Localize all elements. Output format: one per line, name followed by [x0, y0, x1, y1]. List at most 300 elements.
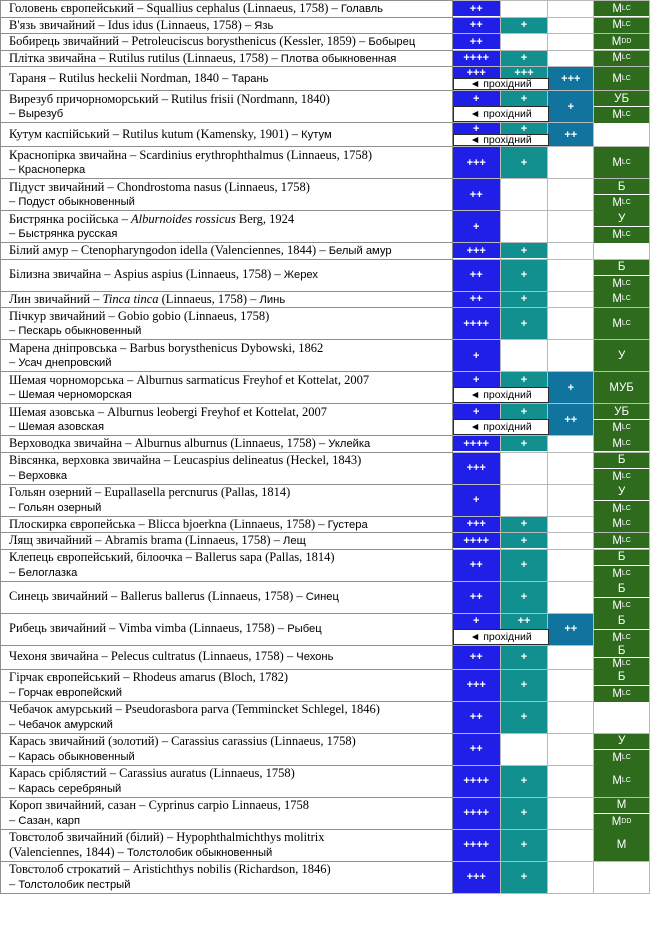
table-row [1, 91, 650, 123]
russian-name: Кутум [301, 128, 332, 141]
cell-body [548, 550, 593, 581]
abundance-value: +++ [453, 67, 500, 78]
abundance-cell-2 [500, 861, 548, 893]
cell-body [453, 1, 500, 16]
cell-body [594, 766, 649, 797]
species-name-text: – [9, 812, 19, 827]
cell-body [501, 436, 548, 451]
abundance-cell-2 [500, 34, 548, 51]
cell-body [453, 582, 500, 613]
cell-body [453, 260, 500, 291]
abundance-value: ++ [453, 18, 500, 33]
table-row [1, 452, 650, 484]
cell-body [548, 582, 593, 613]
status-code: М [612, 197, 622, 209]
abundance-cell-2 [500, 259, 548, 291]
abundance-cell-3 [548, 861, 594, 893]
status-code: М [612, 775, 622, 787]
abundance-cell-2 [500, 17, 548, 34]
abundance-cell-1 [452, 516, 500, 533]
cell-body [501, 646, 548, 669]
species-name-text: Гольян озерний – Eupallasella percnurus (Pallas, 1814) [9, 485, 291, 499]
cell-body [501, 702, 548, 733]
species-name-text: – [9, 716, 19, 731]
cell-body [594, 734, 649, 765]
species-name-text: Вирезуб причорноморський – Rutilus frisii (Nordmann, 1840) [9, 91, 330, 106]
abundance-cell-3 [548, 765, 594, 797]
table-row [1, 308, 650, 340]
abundance-cell-1 [452, 581, 500, 613]
status-badge: М LC [594, 147, 649, 178]
table-row [1, 484, 650, 516]
species-name-line [9, 127, 452, 143]
cell-body [594, 91, 649, 122]
status-badge [594, 646, 649, 657]
species-name-line [9, 565, 452, 581]
species-name-text: (Linnaeus, 1758) – [158, 291, 260, 306]
status-cell [594, 211, 650, 243]
cell-body [453, 147, 500, 178]
table-row [1, 179, 650, 211]
abundance-cell-2 [500, 733, 548, 765]
abundance-value: + [501, 91, 548, 106]
abundance-cell-2 [500, 211, 548, 243]
cell-body [501, 670, 548, 701]
species-name-cell [1, 211, 453, 243]
species-name-line [9, 292, 452, 308]
cell-body [594, 798, 649, 829]
russian-name: Синец [305, 591, 339, 604]
abundance-cell-1 [452, 613, 532, 645]
russian-name: Рыбец [287, 623, 322, 636]
table-row [1, 549, 650, 581]
cell-body [453, 798, 500, 829]
status-code: М [612, 293, 622, 306]
table-row [1, 516, 650, 533]
table-row [1, 67, 650, 91]
species-name-text: – [9, 564, 19, 579]
status-code: У [617, 486, 626, 498]
abundance-cell-3 [548, 372, 594, 404]
cell-body [501, 243, 548, 258]
abundance-value: ++ [453, 1, 500, 16]
status-cell [594, 645, 650, 669]
cell-body [501, 308, 548, 339]
abundance-cell-1 [452, 436, 500, 453]
abundance-cell-3 [548, 34, 594, 51]
cell-body [594, 1, 649, 16]
species-name-text: – [9, 106, 19, 120]
abundance-cell-3 [548, 91, 594, 123]
species-name-cell [1, 17, 453, 34]
abundance-value: + [501, 582, 548, 613]
abundance-cell-3 [548, 67, 594, 91]
cell-body [501, 798, 548, 829]
status-badge [594, 340, 649, 371]
species-name-text: – [9, 355, 19, 369]
cell-body [453, 243, 500, 258]
cell-body [501, 18, 548, 33]
abundance-cell-2 [500, 645, 548, 669]
cell-body [453, 670, 500, 701]
species-name-text: Плітка звичайна – Rutilus rutilus (Linnaeus, 1758) – [9, 50, 281, 65]
cell-body [453, 34, 500, 49]
abundance-cell-1 [452, 452, 500, 484]
status-badge: М LC [594, 106, 649, 123]
abundance-value: ++ [453, 550, 500, 581]
cell-body [453, 179, 500, 210]
species-name-text: Лящ звичайний – Abramis brama (Linnaeus, 1758) – [9, 533, 284, 547]
abundance-value: + [501, 702, 548, 733]
abundance-cell-3 [548, 147, 594, 179]
cell-body [453, 453, 500, 484]
abundance-cell-1 [452, 66, 532, 91]
cell-body [594, 550, 649, 581]
table-row [1, 211, 650, 243]
russian-name: Верховка [18, 469, 68, 482]
russian-name: Бобырец [368, 36, 416, 48]
status-badge [594, 404, 649, 419]
abundance-cell-3 [548, 243, 594, 260]
abundance-value: ++++ [453, 308, 500, 339]
species-name-cell [1, 50, 453, 67]
status-badge: М LC [594, 657, 649, 670]
species-name-text: Бистрянка російська – [9, 211, 131, 226]
status-code: М [612, 437, 622, 450]
status-code: Б [617, 551, 626, 563]
table-row [1, 243, 650, 260]
russian-name: Усач днепровский [18, 357, 112, 369]
status-badge: М LC [594, 275, 649, 292]
abundance-value: ++++ [453, 798, 500, 829]
abundance-value: ++ [453, 702, 500, 733]
abundance-value: + [501, 550, 548, 581]
species-name-cell [1, 308, 453, 340]
species-name-line [9, 500, 452, 516]
russian-name: Шемая азовская [18, 421, 105, 433]
russian-name: Белый амур [328, 245, 392, 257]
cell-body [501, 34, 548, 49]
status-code: УБ [614, 405, 630, 418]
cell-body [453, 122, 532, 146]
species-name-cell [1, 67, 453, 91]
cell-body [501, 550, 548, 581]
cell-body [548, 179, 593, 210]
abundance-cell-1 [452, 765, 500, 797]
abundance-value: ++++ [453, 436, 500, 451]
abundance-cell-3 [548, 733, 594, 765]
abundance-cell-2 [500, 243, 548, 260]
species-name-line [9, 180, 452, 195]
status-code: М [612, 687, 622, 700]
species-name-text: Рибець звичайний – Vimba vimba (Linnaeus, 1758) – [9, 621, 288, 636]
abundance-value: + [548, 91, 593, 122]
status-code: М [612, 599, 622, 612]
abundance-value: ++++ [453, 51, 500, 66]
species-name-line [9, 649, 452, 665]
abundance-cell-1 [452, 645, 500, 669]
species-name-line [9, 309, 452, 324]
abundance-value: ++++ [453, 533, 500, 548]
cell-body [548, 340, 593, 371]
species-name-cell [1, 291, 453, 308]
status-badge: М LC [594, 565, 649, 582]
status-code: М [612, 317, 622, 330]
species-name-line [9, 533, 452, 549]
species-name-text: Верховодка звичайна – Alburnus alburnus (Linnaeus, 1758) – [9, 436, 329, 450]
abundance-value: ++ [453, 260, 500, 291]
status-code: М [611, 35, 622, 48]
cell-body [501, 766, 548, 797]
species-name-line [9, 670, 452, 685]
species-table-body [1, 1, 650, 894]
cell-body [453, 533, 500, 548]
cell-body [548, 67, 593, 90]
abundance-cell-3 [548, 645, 594, 669]
species-name-cell [1, 733, 453, 765]
cell-body [453, 292, 500, 307]
abundance-value: + [501, 18, 548, 33]
status-cell [594, 372, 650, 404]
cell-body [548, 51, 593, 66]
abundance-cell-2 [500, 308, 548, 340]
species-name-text: Підуст звичайний – Chondrostoma nasus (Linnaeus, 1758) [9, 179, 310, 194]
species-name-text: Шемая чорноморська – Alburnus sarmaticus Freyhof et Kottelat, 2007 [9, 372, 370, 387]
abundance-cell-1 [452, 533, 500, 550]
cell-body [594, 372, 649, 403]
cell-body [453, 702, 500, 733]
species-name-text: Білизна звичайна – Aspius aspius (Linnaeus, 1758) – [9, 267, 284, 282]
species-name-text: (Valenciennes, 1844) – [9, 844, 128, 859]
abundance-value: ++++ [453, 766, 500, 797]
species-name-line [9, 468, 452, 484]
abundance-value: + [453, 614, 500, 629]
cell-body [453, 18, 500, 33]
abundance-value: + [501, 646, 548, 669]
abundance-cell-2 [500, 797, 548, 829]
status-code: Б [617, 454, 626, 466]
abundance-value: + [501, 533, 548, 548]
status-cell [594, 829, 650, 861]
species-name-cell [1, 516, 453, 533]
cell-body [501, 734, 548, 765]
table-row [1, 404, 650, 436]
abundance-value: + [453, 404, 500, 419]
abundance-value: +++ [453, 147, 500, 178]
status-code: М [612, 631, 622, 644]
status-badge: М LC [594, 419, 649, 436]
species-name-line [9, 323, 452, 339]
abundance-cell-3 [548, 259, 594, 291]
abundance-value: +++ [453, 670, 500, 701]
cell-body [548, 372, 593, 403]
abundance-cell-3 [548, 1, 594, 18]
cell-body [594, 292, 649, 307]
species-name-line [9, 589, 452, 605]
status-badge [594, 550, 649, 565]
species-name-line [9, 18, 452, 34]
abundance-cell-2 [500, 179, 548, 211]
abundance-value: + [548, 372, 593, 403]
abundance-cell-3 [548, 533, 594, 550]
cell-body [548, 404, 593, 435]
abundance-cell-2 [500, 50, 548, 67]
species-name-line [9, 267, 452, 283]
cell-body [453, 51, 500, 66]
cell-body [501, 517, 548, 532]
cell-body [453, 830, 500, 861]
cell-body [501, 51, 548, 66]
abundance-cell-3 [548, 452, 594, 484]
abundance-cell-2 [500, 1, 548, 18]
status-badge: М LC [594, 226, 649, 243]
species-name-text: Berg, 1924 [235, 211, 295, 226]
abundance-cell-2 [500, 581, 548, 613]
table-row [1, 861, 650, 893]
abundance-cell-3 [548, 701, 594, 733]
status-badge: М LC [594, 18, 649, 33]
cell-body [453, 66, 532, 90]
abundance-cell-1 [452, 211, 500, 243]
abundance-value: +++ [548, 67, 593, 90]
species-name-cell [1, 147, 453, 179]
table-row [1, 34, 650, 51]
status-cell [594, 50, 650, 67]
cell-body [594, 614, 649, 645]
status-badge: М LC [594, 533, 649, 548]
status-badge: М LC [594, 597, 649, 614]
status-badge: М LC [594, 308, 649, 339]
species-name-text: Чехоня звичайна – Pelecus cultratus (Linnaeus, 1758) – [9, 649, 297, 664]
species-name-line [9, 813, 452, 829]
table-row [1, 259, 650, 291]
species-name-text: Карась сріблястий – Carassius auratus (Linnaeus, 1758) [9, 766, 295, 780]
abundance-value: + [453, 123, 500, 134]
abundance-value: +++ [453, 517, 500, 532]
cell-body [501, 147, 548, 178]
status-code: М [612, 156, 622, 169]
species-name-text: – [9, 419, 19, 433]
abundance-cell-2 [500, 452, 548, 484]
species-name-text: Шемая азовська – Alburnus leobergi Freyhof et Kottelat, 2007 [9, 404, 327, 419]
status-cell [594, 123, 650, 147]
species-name-cell [1, 829, 453, 861]
table-row [1, 147, 650, 179]
cell-body [548, 453, 593, 484]
status-code: М [612, 52, 622, 65]
cell-body [548, 260, 593, 291]
species-name-text: Бобирець звичайний – Petroleuciscus borysthenicus (Kessler, 1859) – [9, 34, 369, 48]
status-code: М [612, 422, 622, 434]
cell-body [594, 179, 649, 210]
cell-body [594, 830, 649, 861]
species-name-text: – [9, 876, 19, 891]
abundance-value: + [501, 436, 548, 451]
abundance-value: + [501, 862, 548, 893]
status-code: М [611, 815, 622, 828]
cell-body [453, 517, 500, 532]
species-name-line [9, 1, 452, 17]
status-cell [594, 67, 650, 91]
abundance-cell-3 [548, 829, 594, 861]
russian-name: Голавль [340, 3, 383, 15]
cell-body [453, 862, 500, 893]
species-name-cell [1, 669, 453, 701]
russian-name: Карась серебряный [18, 782, 122, 795]
status-code: М [612, 518, 622, 531]
species-name-line [9, 92, 452, 107]
abundance-cell-2 [500, 669, 548, 701]
status-code: У [617, 349, 626, 362]
status-badge: М LC [594, 194, 649, 211]
abundance-cell-1 [452, 243, 500, 260]
russian-name: Белоглазка [18, 566, 78, 579]
cell-body [548, 614, 593, 645]
abundance-value: ++ [453, 646, 500, 669]
cell-body [594, 582, 649, 613]
abundance-value: +++ [453, 862, 500, 893]
passage-label: ◄ прохідний [453, 134, 549, 146]
abundance-cell-2 [500, 147, 548, 179]
cell-body [548, 211, 593, 242]
species-name-line [9, 830, 452, 845]
species-name-cell [1, 259, 453, 291]
abundance-cell-1 [452, 340, 500, 372]
species-name-line [9, 685, 452, 701]
cell-body [548, 702, 593, 733]
status-code: М [612, 502, 622, 515]
cell-body [548, 292, 593, 307]
cell-body [453, 550, 500, 581]
status-badge [594, 372, 649, 403]
cell-body [453, 404, 532, 435]
abundance-cell-1 [452, 701, 500, 733]
species-name-cell [1, 613, 453, 645]
cell-body [594, 702, 649, 733]
status-badge [594, 614, 649, 629]
table-row [1, 291, 650, 308]
russian-name: Густера [327, 518, 368, 531]
cell-body [594, 517, 649, 532]
abundance-cell-3 [548, 179, 594, 211]
species-name-line [9, 355, 452, 371]
table-row [1, 533, 650, 550]
abundance-cell-3 [548, 484, 594, 516]
abundance-cell-3 [548, 613, 594, 645]
abundance-value: + [453, 340, 500, 371]
species-name-cell [1, 243, 453, 260]
russian-name: Шемая черноморская [18, 389, 132, 401]
species-name-text: Краснопірка звичайна – Scardinius erythrophthalmus (Linnaeus, 1758) [9, 147, 372, 162]
status-cell [594, 533, 650, 550]
species-name-cell [1, 797, 453, 829]
status-code: М [612, 657, 622, 670]
status-code: МУБ [609, 381, 634, 394]
abundance-value: ++ [548, 614, 593, 645]
abundance-value: + [453, 485, 500, 516]
abundance-cell-1 [452, 733, 500, 765]
abundance-cell-2 [500, 436, 548, 453]
cell-body [594, 243, 649, 258]
russian-name: Жерех [283, 269, 319, 282]
abundance-cell-1 [452, 861, 500, 893]
status-code: М [616, 839, 627, 851]
cell-body [548, 91, 593, 122]
status-cell [594, 765, 650, 797]
cell-body [453, 211, 500, 242]
species-name-line [9, 419, 452, 435]
status-badge [594, 211, 649, 226]
